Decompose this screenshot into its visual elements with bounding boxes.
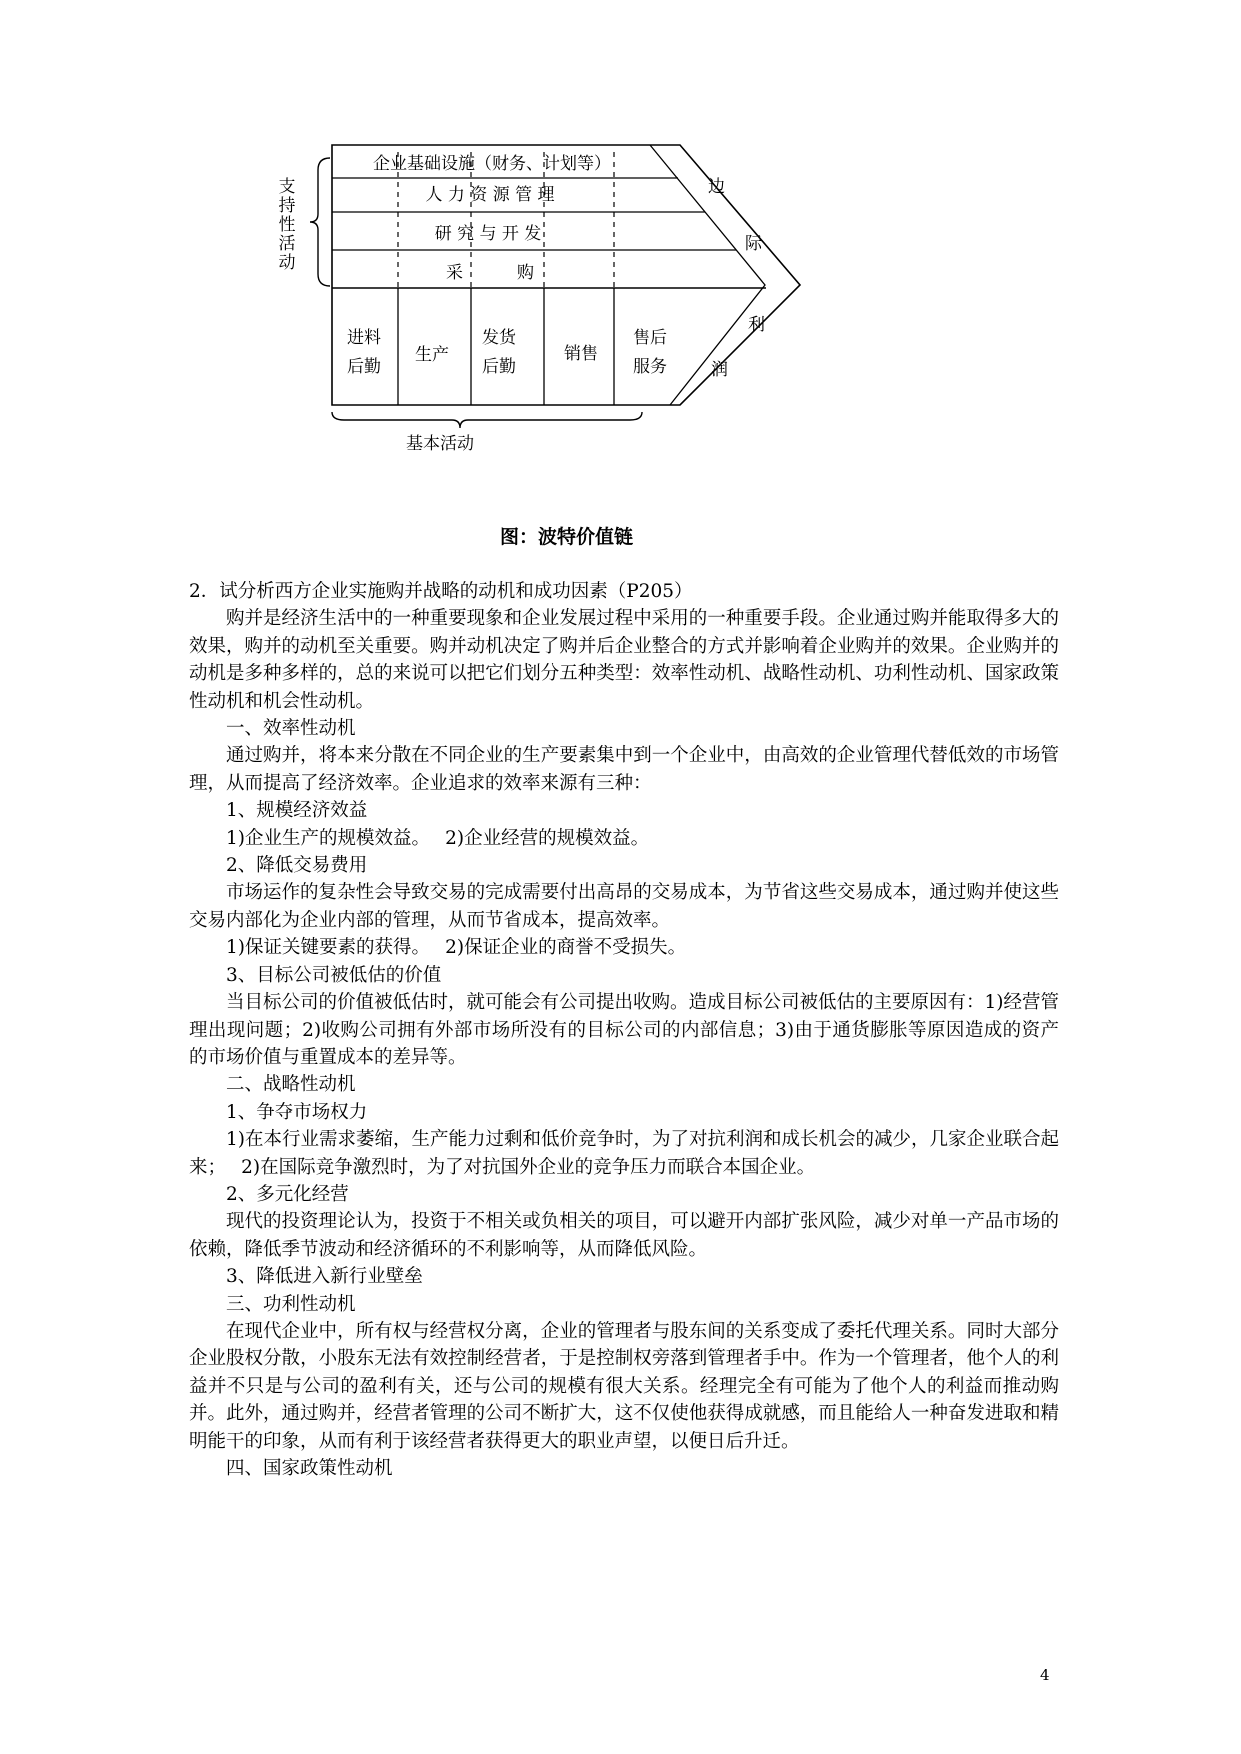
subsection-heading: 1、争夺市场权力 bbox=[226, 1101, 368, 1123]
support-row-hr: 人 力 资 源 管 理 bbox=[425, 185, 555, 205]
question-heading: 2．试分析西方企业实施购并战略的动机和成功因素（P205） bbox=[189, 581, 693, 602]
figure-caption-text: 图：波特价值链 bbox=[500, 526, 634, 548]
primary-brace bbox=[332, 412, 642, 428]
paragraph: 通过购并，将本来分散在不同企业的生产要素集中到一个企业中，由高效的企业管理代替低效的市场管理，从而提高了经济效率。企业追求的效率来源有三种： bbox=[189, 745, 1059, 794]
support-row-procurement: 采 购 bbox=[445, 263, 535, 283]
support-row-infrastructure: 企业基础设施（财务、计划等） bbox=[373, 154, 611, 174]
primary-service-line2: 服务 bbox=[633, 357, 667, 377]
section-heading: 四、国家政策性动机 bbox=[226, 1458, 393, 1479]
porter-value-chain-diagram bbox=[278, 150, 920, 520]
primary-service-line1: 售后 bbox=[633, 328, 667, 348]
primary-outbound-line2: 后勤 bbox=[482, 357, 516, 377]
subsection-heading: 3、目标公司被低估的价值 bbox=[226, 964, 442, 986]
paragraph: 市场运作的复杂性会导致交易的完成需要付出高昂的交易成本，为节省这些交易成本，通过购并使这些交易内部化为企业内部的管理，从而节省成本，提高效率。 bbox=[189, 882, 1059, 931]
subsection-heading: 2、降低交易费用 bbox=[226, 855, 368, 877]
support-label-char: 活 bbox=[278, 234, 296, 254]
support-activities-label bbox=[279, 177, 296, 273]
support-label-char: 性 bbox=[278, 215, 296, 235]
primary-operations: 生产 bbox=[415, 345, 449, 365]
primary-outbound-line1: 发货 bbox=[482, 328, 516, 348]
paragraph: 1)保证关键要素的获得。 2)保证企业的商誉不受损失。 bbox=[226, 937, 687, 959]
primary-sales: 销售 bbox=[564, 344, 598, 364]
support-row-rnd: 研 究 与 开 发 bbox=[434, 224, 542, 244]
section-heading: 一、效率性动机 bbox=[226, 718, 356, 740]
section-heading: 三、功利性动机 bbox=[226, 1293, 356, 1315]
subsection-heading: 2、多元化经营 bbox=[226, 1183, 349, 1205]
page-number: 4 bbox=[1040, 1666, 1050, 1684]
value-chain-outline bbox=[332, 145, 800, 405]
body-text bbox=[189, 578, 1059, 1482]
margin-char-2: 际 bbox=[745, 234, 762, 254]
subsection-heading: 1、规模经济效益 bbox=[226, 800, 368, 822]
section-heading: 二、战略性动机 bbox=[226, 1074, 356, 1096]
paragraph: 在现代企业中，所有权与经营权分离，企业的管理者与股东间的关系变成了委托代理关系。同时大部分企业股权分散，小股东无法有效控制经营者，于是控制权旁落到管理者手中。作为一个管理者，他个人的利益并不只是与公司的盈利有关，还与公司的规模有很大关系。经理完全有可能为了他个人的利益而推动购并。此外，通过购并，经营者管理的公司不断扩大，这不仅使他获得成就感，而且能给人一种奋发进取和精明能干的印象，从而有利于该经营者获得更大的职业声望，以便日后升迁。 bbox=[189, 1320, 1059, 1452]
support-label-char: 动 bbox=[278, 253, 296, 273]
paragraph: 购并是经济生活中的一种重要现象和企业发展过程中采用的一种重要手段。企业通过购并能取得多大的效果，购并的动机至关重要。购并动机决定了购并后企业整合的方式并影响着企业购并的效果。企业购并的动机是多种多样的，总的来说可以把它们划分五种类型：效率性动机、战略性动机、功利性动机、国家政策性动机和机会性动机。 bbox=[189, 608, 1059, 712]
support-brace bbox=[310, 158, 330, 286]
paragraph: 现代的投资理论认为，投资于不相关或负相关的项目，可以避开内部扩张风险，减少对单一产品市场的依赖，降低季节波动和经济循环的不利影响等，从而降低风险。 bbox=[189, 1211, 1059, 1260]
primary-inbound-line2: 后勤 bbox=[347, 357, 381, 377]
paragraph: 1)企业生产的规模效益。 2)企业经营的规模效益。 bbox=[226, 827, 650, 849]
margin-char-4: 润 bbox=[711, 360, 728, 380]
primary-inbound-line1: 进料 bbox=[347, 328, 381, 348]
support-label-char: 持 bbox=[278, 196, 296, 216]
paragraph: 当目标公司的价值被低估时，就可能会有公司提出收购。造成目标公司被低估的主要原因有：1)经营管理出现问题；2)收购公司拥有外部市场所没有的目标公司的内部信息；3)由于通货膨胀等原因造成的资产的市场价值与重置成本的差异等。 bbox=[189, 992, 1059, 1068]
support-label-char: 支 bbox=[278, 177, 296, 197]
primary-activities-label: 基本活动 bbox=[406, 434, 474, 454]
margin-char-3: 利 bbox=[748, 315, 765, 335]
paragraph: 1)在本行业需求萎缩，生产能力过剩和低价竞争时，为了对抗利润和成长机会的减少，几家企业联合起来； 2)在国际竞争激烈时，为了对抗国外企业的竞争压力而联合本国企业。 bbox=[189, 1129, 1059, 1178]
margin-char-1: 边 bbox=[708, 177, 725, 197]
subsection-heading: 3、降低进入新行业壁垒 bbox=[226, 1266, 423, 1288]
